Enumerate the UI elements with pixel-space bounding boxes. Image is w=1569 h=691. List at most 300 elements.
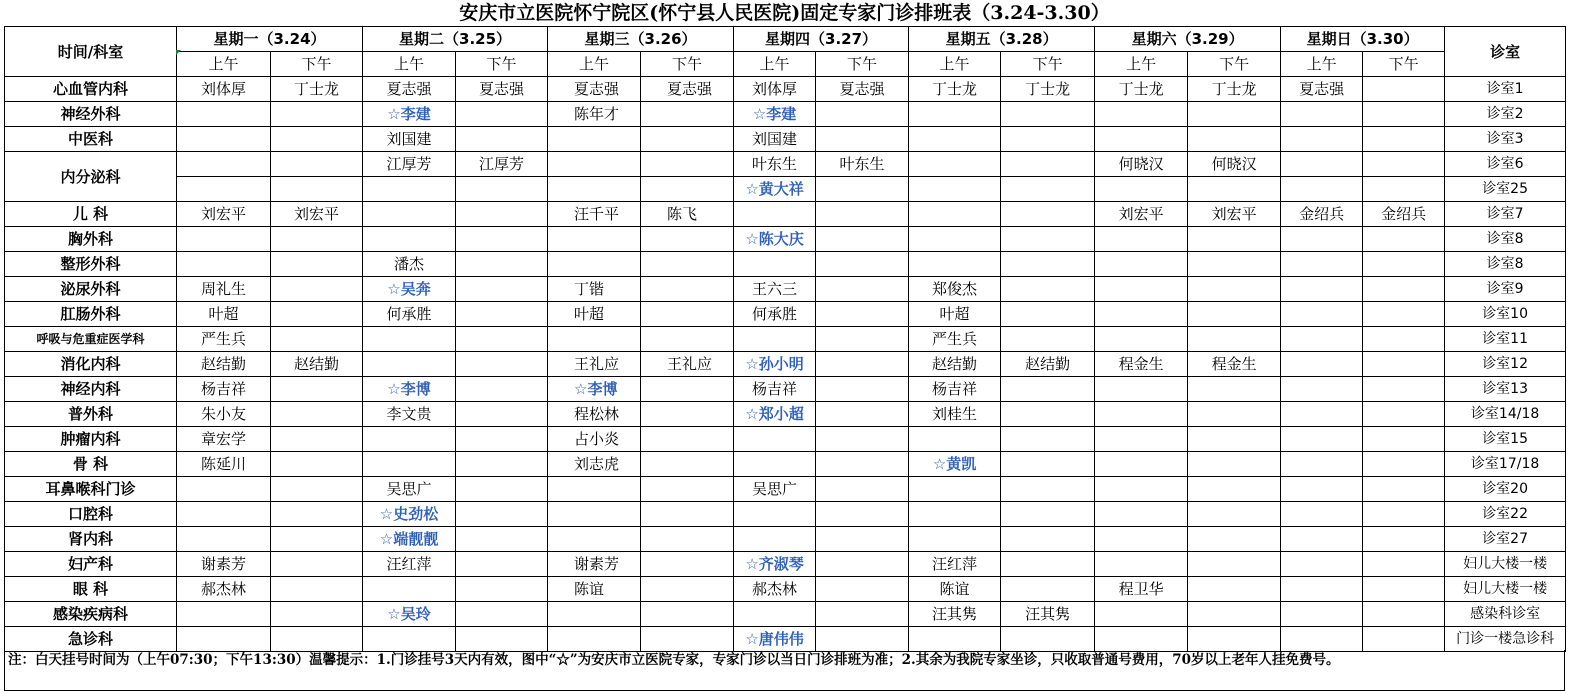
room-cell: 诊室11	[1445, 327, 1566, 352]
doctor-cell: 丁锴	[548, 277, 641, 302]
doctor-cell	[1095, 527, 1188, 552]
doctor-cell	[177, 502, 271, 527]
doctor-cell	[363, 227, 456, 252]
doctor-cell: 杨吉祥	[909, 377, 1001, 402]
star-expert-doctor: ☆端靓靓	[379, 530, 439, 548]
doctor-cell	[271, 302, 363, 327]
room-cell: 诊室7	[1445, 202, 1566, 227]
star-expert-doctor: ☆黄大祥	[745, 180, 804, 198]
doctor-cell	[456, 377, 548, 402]
room-cell: 诊室12	[1445, 352, 1566, 377]
doctor-cell	[641, 402, 734, 427]
table-row	[5, 627, 1566, 652]
department-name: 心血管内科	[5, 77, 177, 102]
doctor-cell	[734, 227, 816, 252]
header-pm: 下午	[1001, 52, 1095, 77]
doctor-cell	[641, 577, 734, 602]
doctor-cell	[1001, 502, 1095, 527]
doctor-cell	[641, 127, 734, 152]
doctor-cell	[271, 577, 363, 602]
doctor-cell	[1188, 602, 1281, 627]
doctor-cell	[1363, 177, 1445, 202]
doctor-cell	[548, 627, 641, 652]
doctor-cell	[734, 427, 816, 452]
doctor-cell	[1095, 627, 1188, 652]
star-expert-doctor: ☆黄凯	[932, 455, 977, 473]
doctor-cell	[734, 452, 816, 477]
table-row	[5, 227, 1566, 252]
doctor-cell	[816, 577, 909, 602]
doctor-cell: 潘杰	[363, 252, 456, 277]
doctor-cell: 夏志强	[456, 77, 548, 102]
doctor-cell	[177, 227, 271, 252]
doctor-cell	[363, 352, 456, 377]
star-expert-doctor: ☆史劲松	[379, 505, 439, 523]
doctor-cell	[363, 202, 456, 227]
doctor-cell	[909, 152, 1001, 177]
doctor-cell	[1095, 277, 1188, 302]
doctor-cell	[816, 627, 909, 652]
doctor-cell	[1188, 302, 1281, 327]
header-day-mon: 星期一（3.24）	[177, 27, 363, 52]
doctor-cell: 严生兵	[909, 327, 1001, 352]
doctor-cell	[271, 377, 363, 402]
doctor-cell: 刘桂生	[909, 402, 1001, 427]
doctor-cell	[816, 227, 909, 252]
doctor-cell	[548, 227, 641, 252]
room-cell: 诊室10	[1445, 302, 1566, 327]
room-cell: 诊室9	[1445, 277, 1566, 302]
doctor-cell: 何晓汉	[1095, 152, 1188, 177]
doctor-cell: 何承胜	[734, 302, 816, 327]
department-name: 神经内科	[5, 377, 177, 402]
doctor-cell	[271, 602, 363, 627]
room-cell: 诊室1	[1445, 77, 1566, 102]
doctor-cell	[1281, 227, 1363, 252]
doctor-cell	[816, 327, 909, 352]
doctor-cell	[641, 452, 734, 477]
doctor-cell	[1281, 452, 1363, 477]
doctor-cell: 丁士龙	[909, 77, 1001, 102]
doctor-cell: 赵结勤	[909, 352, 1001, 377]
doctor-cell	[456, 502, 548, 527]
doctor-cell	[641, 627, 734, 652]
doctor-cell	[1188, 527, 1281, 552]
department-name: 急诊科	[5, 627, 177, 652]
doctor-cell	[909, 177, 1001, 202]
doctor-cell	[734, 627, 816, 652]
star-expert-doctor: ☆李建	[752, 105, 797, 123]
doctor-cell	[909, 102, 1001, 127]
doctor-cell	[641, 427, 734, 452]
doctor-cell	[548, 127, 641, 152]
doctor-cell	[456, 477, 548, 502]
doctor-cell: 夏志强	[1281, 77, 1363, 102]
room-cell: 妇儿大楼一楼	[1445, 552, 1566, 577]
room-cell: 诊室6	[1445, 152, 1566, 177]
doctor-cell	[1095, 127, 1188, 152]
doctor-cell	[1188, 402, 1281, 427]
doctor-cell: 刘国建	[734, 127, 816, 152]
doctor-cell: 江厚芳	[456, 152, 548, 177]
doctor-cell	[1281, 102, 1363, 127]
doctor-cell	[548, 527, 641, 552]
department-name: 呼吸与危重症医学科	[5, 327, 177, 352]
doctor-cell	[1363, 277, 1445, 302]
table-row	[5, 252, 1566, 277]
doctor-cell	[1363, 102, 1445, 127]
room-cell: 诊室17/18	[1445, 452, 1566, 477]
doctor-cell: 程卫华	[1095, 577, 1188, 602]
star-expert-doctor: ☆陈大庆	[745, 230, 804, 248]
header-time-dept: 时间/科室	[5, 27, 177, 77]
doctor-cell	[1363, 527, 1445, 552]
doctor-cell	[1281, 252, 1363, 277]
doctor-cell: 金绍兵	[1281, 202, 1363, 227]
doctor-cell: 丁士龙	[1001, 77, 1095, 102]
doctor-cell: 吴思广	[734, 477, 816, 502]
table-row	[5, 202, 1566, 227]
doctor-cell: 杨吉祥	[177, 377, 271, 402]
doctor-cell	[363, 502, 456, 527]
doctor-cell	[909, 527, 1001, 552]
header-day-sat: 星期六（3.29）	[1095, 27, 1281, 52]
doctor-cell	[363, 602, 456, 627]
department-name: 整形外科	[5, 252, 177, 277]
doctor-cell	[1001, 202, 1095, 227]
doctor-cell: 汪红萍	[909, 552, 1001, 577]
doctor-cell: 江厚芳	[363, 152, 456, 177]
doctor-cell	[363, 102, 456, 127]
doctor-cell	[816, 202, 909, 227]
doctor-cell	[1281, 352, 1363, 377]
doctor-cell	[1363, 452, 1445, 477]
department-name: 消化内科	[5, 352, 177, 377]
doctor-cell: 叶东生	[734, 152, 816, 177]
doctor-cell	[909, 202, 1001, 227]
doctor-cell	[363, 577, 456, 602]
table-row	[5, 352, 1566, 377]
doctor-cell	[271, 127, 363, 152]
doctor-cell	[456, 177, 548, 202]
table-row	[5, 377, 1566, 402]
doctor-cell: 汪红萍	[363, 552, 456, 577]
doctor-cell	[1188, 252, 1281, 277]
doctor-cell	[1281, 302, 1363, 327]
doctor-cell: 夏志强	[548, 77, 641, 102]
doctor-cell	[909, 127, 1001, 152]
doctor-cell	[816, 252, 909, 277]
header-day-fri: 星期五（3.28）	[909, 27, 1095, 52]
doctor-cell	[456, 577, 548, 602]
doctor-cell	[548, 152, 641, 177]
doctor-cell	[271, 277, 363, 302]
doctor-cell	[816, 127, 909, 152]
header-pm: 下午	[1363, 52, 1445, 77]
department-name: 泌尿外科	[5, 277, 177, 302]
room-cell: 感染科诊室	[1445, 602, 1566, 627]
doctor-cell	[816, 352, 909, 377]
doctor-cell	[1363, 377, 1445, 402]
doctor-cell	[1281, 377, 1363, 402]
room-cell: 诊室27	[1445, 527, 1566, 552]
doctor-cell: 吴思广	[363, 477, 456, 502]
doctor-cell	[909, 252, 1001, 277]
table-row	[5, 127, 1566, 152]
doctor-cell	[1188, 452, 1281, 477]
doctor-cell	[456, 127, 548, 152]
doctor-cell	[456, 277, 548, 302]
doctor-cell	[456, 302, 548, 327]
header-am: 上午	[1281, 52, 1363, 77]
doctor-cell: 刘国建	[363, 127, 456, 152]
header-am: 上午	[177, 52, 271, 77]
doctor-cell: 赵结勤	[177, 352, 271, 377]
doctor-cell	[271, 152, 363, 177]
doctor-cell	[1095, 477, 1188, 502]
doctor-cell: 程金生	[1188, 352, 1281, 377]
star-expert-doctor: ☆李建	[387, 105, 431, 123]
doctor-cell	[1001, 327, 1095, 352]
doctor-cell	[1095, 102, 1188, 127]
doctor-cell	[456, 602, 548, 627]
doctor-cell	[363, 277, 456, 302]
header-pm: 下午	[816, 52, 909, 77]
doctor-cell	[271, 327, 363, 352]
doctor-cell	[816, 402, 909, 427]
doctor-cell	[1188, 427, 1281, 452]
doctor-cell: 程金生	[1095, 352, 1188, 377]
doctor-cell	[909, 477, 1001, 502]
doctor-cell	[1363, 402, 1445, 427]
star-expert-doctor: ☆齐淑琴	[745, 555, 804, 573]
doctor-cell	[734, 602, 816, 627]
table-row	[5, 177, 1566, 202]
doctor-cell	[456, 552, 548, 577]
doctor-cell	[456, 627, 548, 652]
doctor-cell	[641, 602, 734, 627]
header-am: 上午	[1095, 52, 1188, 77]
doctor-cell	[641, 477, 734, 502]
doctor-cell: 何承胜	[363, 302, 456, 327]
doctor-cell	[1188, 127, 1281, 152]
header-day-sun: 星期日（3.30）	[1281, 27, 1445, 52]
doctor-cell	[456, 102, 548, 127]
doctor-cell	[1001, 552, 1095, 577]
doctor-cell: 刘宏平	[177, 202, 271, 227]
doctor-cell: 丁士龙	[1188, 77, 1281, 102]
doctor-cell	[548, 177, 641, 202]
doctor-cell	[548, 477, 641, 502]
doctor-cell	[816, 602, 909, 627]
doctor-cell	[548, 377, 641, 402]
table-row	[5, 77, 1566, 102]
doctor-cell	[271, 402, 363, 427]
star-expert-doctor: ☆李博	[574, 380, 618, 398]
doctor-cell	[1095, 177, 1188, 202]
doctor-cell	[1281, 177, 1363, 202]
table-row	[5, 277, 1566, 302]
doctor-cell	[363, 427, 456, 452]
doctor-cell	[816, 452, 909, 477]
doctor-cell	[1001, 302, 1095, 327]
department-name: 儿 科	[5, 202, 177, 227]
doctor-cell	[1281, 502, 1363, 527]
doctor-cell	[734, 202, 816, 227]
doctor-cell: 王六三	[734, 277, 816, 302]
doctor-cell: 叶超	[909, 302, 1001, 327]
doctor-cell	[1363, 327, 1445, 352]
doctor-cell	[1001, 127, 1095, 152]
doctor-cell	[177, 102, 271, 127]
doctor-cell	[1188, 377, 1281, 402]
doctor-cell	[1188, 327, 1281, 352]
doctor-cell	[734, 252, 816, 277]
doctor-cell: 刘志虎	[548, 452, 641, 477]
doctor-cell	[1095, 302, 1188, 327]
department-name: 妇产科	[5, 552, 177, 577]
doctor-cell	[1281, 602, 1363, 627]
doctor-cell	[363, 377, 456, 402]
doctor-cell: 章宏学	[177, 427, 271, 452]
doctor-cell	[363, 327, 456, 352]
doctor-cell	[734, 502, 816, 527]
doctor-cell: 汪其隽	[909, 602, 1001, 627]
doctor-cell	[641, 552, 734, 577]
header-pm: 下午	[1188, 52, 1281, 77]
doctor-cell: 郝杰林	[734, 577, 816, 602]
department-name: 感染疾病科	[5, 602, 177, 627]
doctor-cell	[1188, 627, 1281, 652]
doctor-cell	[177, 527, 271, 552]
department-name: 胸外科	[5, 227, 177, 252]
table-row	[5, 152, 1566, 177]
doctor-cell: 夏志强	[816, 77, 909, 102]
header-day-tue: 星期二（3.25）	[363, 27, 548, 52]
doctor-cell: 谢素芳	[177, 552, 271, 577]
header-pm: 下午	[641, 52, 734, 77]
schedule-title: 安庆市立医院怀宁院区(怀宁县人民医院)固定专家门诊排班表（3.24-3.30）	[459, 2, 1110, 24]
doctor-cell: 陈飞	[641, 202, 734, 227]
doctor-cell	[271, 252, 363, 277]
doctor-cell	[641, 252, 734, 277]
doctor-cell	[1001, 427, 1095, 452]
department-name: 中医科	[5, 127, 177, 152]
doctor-cell: 王礼应	[548, 352, 641, 377]
doctor-cell	[177, 627, 271, 652]
room-cell: 诊室13	[1445, 377, 1566, 402]
department-name: 内分泌科	[5, 152, 177, 202]
doctor-cell	[1281, 527, 1363, 552]
doctor-cell	[1281, 552, 1363, 577]
doctor-cell	[1281, 477, 1363, 502]
doctor-cell: 程松林	[548, 402, 641, 427]
doctor-cell	[1281, 627, 1363, 652]
room-cell: 诊室3	[1445, 127, 1566, 152]
department-name: 肾内科	[5, 527, 177, 552]
doctor-cell	[271, 452, 363, 477]
doctor-cell	[1188, 177, 1281, 202]
table-row	[5, 302, 1566, 327]
doctor-cell	[271, 227, 363, 252]
doctor-cell: 丁士龙	[1095, 77, 1188, 102]
doctor-cell	[1095, 327, 1188, 352]
doctor-cell: 严生兵	[177, 327, 271, 352]
doctor-cell	[1188, 552, 1281, 577]
doctor-cell: 谢素芳	[548, 552, 641, 577]
doctor-cell: 刘体厚	[177, 77, 271, 102]
doctor-cell	[1095, 552, 1188, 577]
doctor-cell	[548, 252, 641, 277]
doctor-cell	[1363, 77, 1445, 102]
footer-note: 注：白天挂号时间为（上午07:30；下午13:30）温馨提示：1.门诊挂号3天内有效，图中“☆”为安庆市立医院专家，专家门诊以当日门诊排班为准；2.其余为我院专家坐诊，只收取普通号费用，70岁以上老年人挂免费号。	[4, 650, 1565, 691]
doctor-cell: 陈谊	[548, 577, 641, 602]
doctor-cell	[456, 252, 548, 277]
doctor-cell	[177, 177, 271, 202]
doctor-cell	[456, 227, 548, 252]
doctor-cell	[1363, 552, 1445, 577]
doctor-cell	[734, 352, 816, 377]
header-day-thu: 星期四（3.27）	[734, 27, 909, 52]
doctor-cell: 陈延川	[177, 452, 271, 477]
doctor-cell	[734, 552, 816, 577]
doctor-cell	[734, 102, 816, 127]
doctor-cell: 夏志强	[641, 77, 734, 102]
doctor-cell	[271, 552, 363, 577]
doctor-cell	[456, 402, 548, 427]
doctor-cell	[1363, 602, 1445, 627]
doctor-cell	[177, 252, 271, 277]
department-name: 骨 科	[5, 452, 177, 477]
star-expert-doctor: ☆吴奔	[387, 280, 431, 298]
doctor-cell	[816, 102, 909, 127]
doctor-cell	[177, 477, 271, 502]
department-name: 普外科	[5, 402, 177, 427]
doctor-cell: 刘宏平	[271, 202, 363, 227]
doctor-cell	[641, 152, 734, 177]
doctor-cell: 何晓汉	[1188, 152, 1281, 177]
doctor-cell	[1001, 152, 1095, 177]
doctor-cell	[909, 427, 1001, 452]
department-name: 眼 科	[5, 577, 177, 602]
doctor-cell	[1363, 502, 1445, 527]
doctor-cell	[641, 277, 734, 302]
doctor-cell: 杨吉祥	[734, 377, 816, 402]
doctor-cell	[1363, 127, 1445, 152]
doctor-cell	[909, 502, 1001, 527]
doctor-cell	[641, 227, 734, 252]
doctor-cell	[641, 177, 734, 202]
doctor-cell	[1363, 302, 1445, 327]
doctor-cell	[909, 227, 1001, 252]
doctor-cell	[909, 627, 1001, 652]
doctor-cell: 叶超	[548, 302, 641, 327]
doctor-cell	[1001, 577, 1095, 602]
doctor-cell	[177, 152, 271, 177]
doctor-cell	[1188, 577, 1281, 602]
doctor-cell	[271, 477, 363, 502]
doctor-cell	[271, 527, 363, 552]
table-row	[5, 552, 1566, 577]
doctor-cell: 周礼生	[177, 277, 271, 302]
doctor-cell	[734, 177, 816, 202]
doctor-cell	[816, 427, 909, 452]
doctor-cell	[1001, 527, 1095, 552]
doctor-cell	[1281, 127, 1363, 152]
doctor-cell: 赵结勤	[1001, 352, 1095, 377]
department-name: 肛肠外科	[5, 302, 177, 327]
table-row	[5, 477, 1566, 502]
